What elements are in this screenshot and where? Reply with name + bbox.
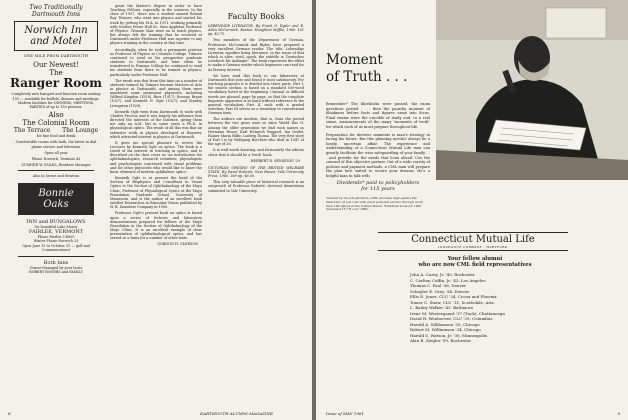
fairlee-phone-text: Phone Fairlee 3-4000 [37,234,75,239]
review-paragraph: Professor Ogle's present book on optics is based upon a series of lectures and laboratory demonstrations prepared for fellows of the Mayo Foundation in the Section of Ophthalmology of the Mayo Clinic. It is an excellent example of clear presentation of ophthalmological optics, and has served as a basis for a number of other texts. [110,211,202,241]
owner-managed-text: Owner-Managed by your hosts [29,265,83,270]
both-inns-text: Both Inns [43,259,69,266]
right-page-footer: Issue of MAY 1961 [326,411,364,416]
faculty-books-column [208,4,304,195]
ad-paragraph: Remember? The bluebooks were passed, the exam questions posted . . . then the panicky moment of blankness before facts and figures came into focus. Final exams were the crucible of study and, to a real sense, measurements of the many "moments of truth" for which each of us must prepare throughout life. [326,102,430,129]
book-review-signature: HERBERT R. SENSENIG '29 [250,158,300,163]
norwich-manager-text: SUMNER W. EVANS, Resident Manager [21,163,91,168]
ranger-room-description: Completely new banquet and function room seating 150 — available for buffets, dinners and meetings. Modern facilities for DINNERS, MEETINGS, PARTIES of up to 150 persons. [11,92,101,110]
ad-paragraph: Preparation for decisive moments is man's strategy in facing his future. But this planning needn't always be a lonely, uncertain affair. The experience and understanding of a Connecticut Mutual Life man can greatly facilitate the wise safeguarding of your family . . . and provide for the needs that loom ahead. Use the counsel of this objective partner. Out of a wide variety of policies and payment methods, a CML man will prepare the plan best suited to secure your dreams. He's a helpful man to talk with. [326,132,430,178]
left-page-footer: DARTMOUTH ALUMNI MAGAZINE [200,411,273,416]
book-review-paragraph: Two members of the Department of German, Professors McCormick and Ryder, have prepared a very excellent German reader. The title, Lebendige Literatur, signifies living literature, in the sense of that which is alive, vivid, quick, the subtitle is 'Deutsches Lesebuch für Anfänger'. The book represents the effort to make a German reader which beginners can read for its literary interest. [208,38,304,72]
norwich-inn-logo-box [14,21,98,51]
field-rep-item: David R. Wenhoever, CLU '29, Columbus [410,316,493,321]
lounge-title: The Lounge [62,127,99,135]
field-reps-heading-line-1: Your fellow alumni [447,256,503,262]
field-rep-item: Thomas C. Paul '36, Denver [410,283,467,288]
fine-food-text: for fine food and drink [36,134,76,139]
ad-divider [18,170,94,171]
field-rep-item: C. Carlton Coffin, Jr. '43, Los Angeles [410,277,486,283]
book-review-paragraph: The authors are modern, that is, from the period between the two great wars or since World War II. Among the older generation we find such names as Hermann Hesse, Karl Heinrich Waggerl, Ina Seidel, Rainer Maria Rilke, Ludwig Thoma. The very first story of Part I is by Wolfgang Borchert who died in 1947 at the age of 26. [208,117,304,147]
right-magazine-page [316,0,628,420]
dividends-tagline [326,180,430,192]
norwich-phone-text: Phone Norwich, Vermont 43 [31,157,81,162]
field-rep-item: L. Bailey Walker '43, Baltimore [410,305,474,310]
norwich-inn-logo-line-1: Norwich Inn [24,25,88,36]
field-rep-item: Schuyler E. Grey '34, Denver [410,288,470,294]
review-paragraph: It gives me special pleasure to review the Lectures by Kenneth Ogle on optics. The book is a result of his interest in teaching in optics, and is described on the dust cover as 'an introduction for ophthalmologists, research scientists, physiologists and psychologists concerned with visual problems and for other physicists who would like to know the basic elements of modern ophthalmic optics.' [110,140,202,174]
field-rep-item: Harold S. Watson, Jr. '30, Minneapolis [410,332,487,338]
book-review-paragraph: We have read this book in our laboratory at Dartmouth this year and found it most satisfactory. For teaching purposes it is divided into three parts. Part I, the easiest section, is based on a standard 500-word vocabulary listed at the beginning. Unusual or difficult words are glossed, page by page, so that the complete linguistic apparatus is at hand without reference to the general vocabulary. Part II, each with a graded selection. Part III serves as a transition to conventional German texts. [208,73,304,116]
ranger-room-the: The [49,69,63,78]
ad-divider-2 [18,256,94,257]
terrace-title: The Terrace [13,127,51,135]
lake-morey-text: On beautiful Lake Morey [34,224,78,229]
ad-header-line-2: Dartmouth Inns [31,11,81,18]
book-citation: VICTORIAN ORIGINS OF THE BRITISH WELFARE STATE. By David Roberts. New Haven: Yale University Press, 1960. 369 pp. $6.00. [208,165,304,179]
motel-description: Comfortable rooms with bath, the latest in dial phone service and television [15,140,97,149]
right-page-number: 9 [617,411,620,416]
cml-logo-subtitle: INSURANCE COMPANY · HARTFORD [438,245,508,249]
book-review-paragraph: It is well worth knowing, and fortunately the editors chose that it should be a 'fresh' book. [208,148,304,157]
cml-logo [378,232,568,251]
field-rep-item: Irene M. Westergaard '37 (Tuck), Chattanooga [410,310,505,316]
field-reps-heading-line-2: who are now CML field representatives [418,262,532,269]
field-reps-list [410,272,560,344]
faculty-books-heading: Faculty Books [227,12,285,21]
ranger-room-title: Ranger Room [10,76,102,91]
also-stowe-text: Also in Stowe and Stratton [32,174,80,179]
field-reps-heading [410,256,540,268]
ad-fine-print: *Owned by its policyholders, CML provides high-quality life insurance at low cost with great personal service through more than 100 offices in the United States. *Dividend scale for 1961 increased 15½% over 1960. [326,196,423,212]
our-newest-heading: Our Newest! [33,61,79,70]
cml-logo-frame [378,232,568,251]
left-page-number: 8 [8,411,11,416]
review-paragraph: Accordingly, when he took a permanent position as Professor of Physics at Colorado College, Titmore continued to send on his prospective graduate students to Dartmouth, and later when he transferred to Pomona College he continued to send his students from there to be trained in physics, particularly under Professor Hull. [110,47,202,77]
book-review-paragraph: This very valuable piece of historical research is an outgrowth of Professor Roberts' doctoral dissertation submitted to Yale University. [208,180,304,193]
left-magazine-page [0,0,312,420]
headline-line-2: of Truth . . . [326,69,408,85]
dividends-line-2: for 115 years [361,186,395,192]
review-signature: GORDON H. GLEESON [157,242,198,247]
review-paragraph: Kenneth Ogle is at present the head of the Section of Biophysics and Consultant in Visual Optics to the Section of Ophthalmology of the Mayo Clinic, Professor of Physiological Optics at the Mayo Foundation, Graduate School, University of Minnesota, and is the author of an excellent book entitled Researches in Binocular Vision published by W. B. Saunders Company in 1950. [110,176,202,210]
norwich-inn-logo-line-2: and Motel [30,36,82,47]
inn-advertisement-column [8,4,104,274]
student-at-desk-illustration [436,0,628,180]
ad-headline [326,52,436,86]
one-mile-text: ONE MILE FROM DARTMOUTH [23,54,89,58]
review-text-column [110,4,202,247]
inn-bungalows-text: INN and BUNGALOWS [26,218,86,225]
terrace-lounge-row [8,127,104,134]
field-rep-item: Ellis E. Jones, CLU '24, Cocoa and Phoenix [410,294,497,299]
fairlee-text: FAIRLEE, VERMONT [28,228,84,235]
dividends-line-1: Dividends* paid to policyholders [336,180,420,186]
review-paragraph: grant the Master's degree in order to have Teaching Fellows, especially in the sciences. In the class of 1907, there was a student named Roland Ray Titmore, who went into physics and started his work by getting his M.A. in 1911, working primarily with Gordon Ferrie Hull Sr., then Appleton Professor of Physics. Titmore thus went on to teach physics, but always felt the training that he received at Dartmouth under Professor Hull was superior to any physics training in the country at that time. [110,4,202,46]
hosts-text: ROBERT ROGERS and FAMILY [29,269,83,274]
bonnie-oaks-logo-line-1: Bonnie [38,187,74,199]
bonnie-oaks-logo-line-2: Oaks [43,198,69,210]
field-rep-item: Alan R. Ziegler '59, Rochester [410,338,472,343]
open-all-year-text: Open all year [44,150,68,155]
colonial-room-title: The Colonial Room [22,119,90,128]
review-paragraph: Kenneth Ogle went from Dartmouth to work with Charles Proctor, and it was largely his influence that directed the interests of the Institute, giving them not only an A.M. but in some cases a Ph.D. in physiological optics. The result of all this was that an extensive work in physics developed at Hanover, which attracted interest in physics at Dartmouth. [110,109,202,139]
review-paragraph: The result was that from this time on a number of students trained by Titmore became Masters of Arts in physics at Dartmouth, and among them were numbered some prominent physicists, including Wilfred Kingdon (1918), Burr (1917), Rooney, Bryan (1927), and Kenneth N. Ogle (1927), and Stanley Livingston (1929). [110,78,202,108]
winter-phone-text: Winter Phone Norwich 33 [33,239,79,244]
field-rep-item: John A. Carey, Jr. '49, Rochester [410,272,475,277]
field-rep-item: Tomer C. Snow, CLU '31, Scottsdale, Ariz. [410,299,495,305]
field-rep-item: Harold A. Williamson '35, Chicago [410,321,480,327]
field-rep-item: Robert M. Williamson '34, Chicago [410,327,481,332]
cml-logo-name: Connecticut Mutual Life [411,234,535,245]
ad-header-line-1: Two Traditionally [29,4,83,11]
headline-line-1: Moment [326,52,383,68]
open-dates-text: Open June 15 to October 15 — golf and Commencement [22,244,90,253]
book-citation: LERENDIGE LITERATUR. By Frank G. Ryder and E. Allan McCormick. Boston: Houghton Mifflin, 1960. 161 pp. $3.75. [208,24,304,37]
bonnie-oaks-logo-box [18,183,94,215]
also-heading: Also [48,111,64,120]
exam-photo [436,0,628,180]
ad-body-copy [326,102,430,182]
